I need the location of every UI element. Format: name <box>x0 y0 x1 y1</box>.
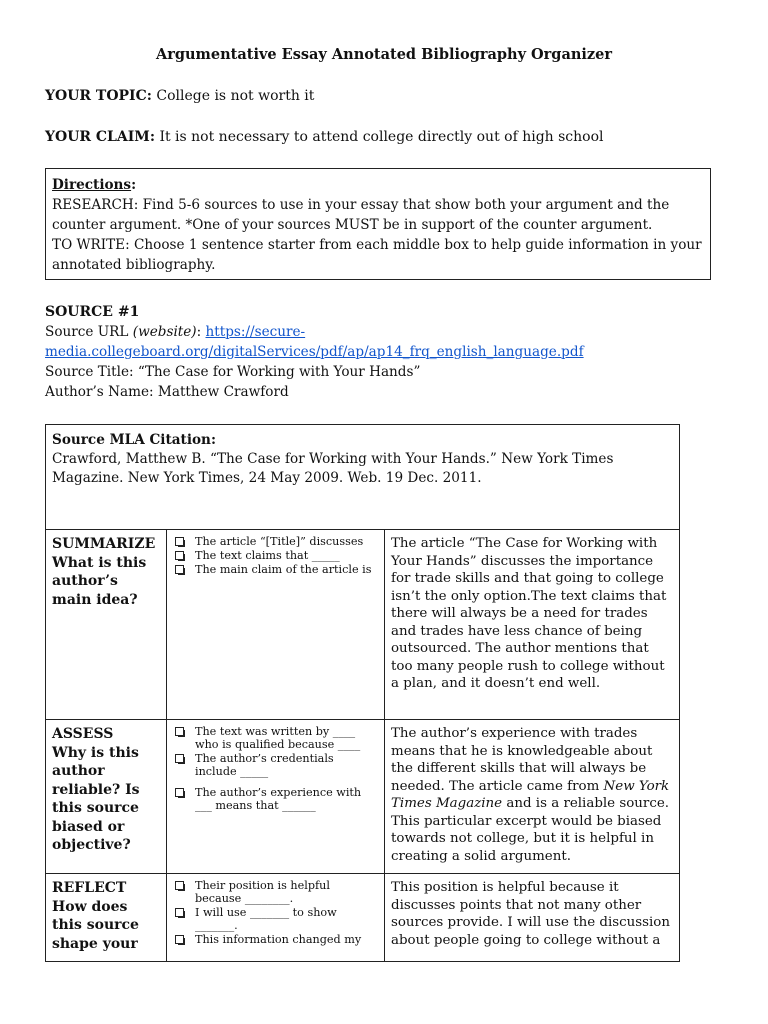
checkbox-icon <box>175 881 184 890</box>
source-url-link-part2[interactable]: media.collegeboard.org/digitalServices/pdf/ap/ap14_frq_english_language.pdf <box>45 344 584 360</box>
directions-heading: Directions <box>52 177 132 193</box>
reflect-label-cell <box>46 874 167 962</box>
summarize-label-cell <box>46 530 167 720</box>
citation-text: Crawford, Matthew B. “The Case for Working with Your Hands.” New York Times Magazine. New York Times, 24 May 2009. Web. 19 Dec. 2011. <box>52 451 614 486</box>
checkbox-icon <box>175 788 184 797</box>
assess-question: Why is this author reliable? Is this source biased or objective? <box>52 744 140 853</box>
assess-label: ASSESS <box>52 726 114 742</box>
checkbox-icon <box>175 935 184 944</box>
source-url-label-italic: (website) <box>132 324 197 340</box>
checkbox-icon <box>175 754 184 763</box>
citation-heading: Source MLA Citation <box>52 432 211 448</box>
summarize-label: SUMMARIZE <box>52 536 156 552</box>
table-row-summarize <box>46 530 680 720</box>
assess-starters-cell <box>167 720 385 874</box>
source-title: Source Title: “The Case for Working with Your Hands” <box>45 364 421 380</box>
reflect-response-cell: This position is helpful because it discusses points that not many other sources provide. I will use the discussion about people going to college without a <box>385 874 680 962</box>
table-row-reflect <box>46 874 680 962</box>
source-author: Author’s Name: Matthew Crawford <box>45 384 289 400</box>
source-url-label: Source URL <box>45 324 133 340</box>
citation-box: Source MLA Citation: Crawford, Matthew B. “The Case for Working with Your Hands.” New York Times Magazine. New York Times, 24 May 2009. Web. 19 Dec. 2011. <box>45 424 680 530</box>
source-url-line: Source URL (website): https://secure- <box>45 324 306 340</box>
directions-box: Directions: RESEARCH: Find 5-6 sources to use in your essay that show both your argument and the counter argument. *One of your sources MUST be in support of the counter argument. TO WRITE: Choose 1 sentence starter from each middle box to help guide information in your annotated bibliography. <box>45 168 711 280</box>
summarize-starters-cell <box>167 530 385 720</box>
checkbox-icon <box>175 537 184 546</box>
checkbox-icon <box>175 551 184 560</box>
list-item: The text was written by ____ who is qualified because ____ <box>173 725 378 751</box>
reflect-starters-cell <box>167 874 385 962</box>
source-url-link-part1[interactable]: https://secure- <box>205 324 306 340</box>
list-item: The text claims that _____ <box>173 549 378 562</box>
assess-response-cell: The author’s experience with trades means that he is knowledgeable about the different skills that will always be needed. The article came from New York Times Magazine and is a reliable source. This particular excerpt would be biased towards not college, but it is helpful in creating a solid argument. <box>385 720 680 874</box>
summarize-response-cell: The article “The Case for Working with Your Hands” discusses the importance for trade skills and that going to college isn’t the only option.The text claims that there will always be a need for trades and trades have less chance of being outsourced. The author mentions that too many people rush to college without a plan, and it doesn’t end well. <box>385 530 680 720</box>
directions-write: TO WRITE: Choose 1 sentence starter from each middle box to help guide information in your annotated bibliography. <box>52 237 702 273</box>
topic-label: YOUR TOPIC <box>45 88 147 104</box>
directions-research: RESEARCH: Find 5-6 sources to use in your essay that show both your argument and the counter argument. *One of your sources MUST be in support of the counter argument. <box>52 197 670 233</box>
assess-response-publication: New York Times Magazine <box>391 778 670 811</box>
list-item: The author’s credentials include _____ <box>173 752 378 778</box>
list-item: Their position is helpful because ________. <box>173 879 378 905</box>
summarize-question: What is this author’s main idea? <box>52 554 147 608</box>
claim-line: YOUR CLAIM: It is not necessary to attend college directly out of high school <box>45 129 604 145</box>
reflect-label: REFLECT <box>52 880 127 896</box>
table-row-assess <box>46 720 680 874</box>
list-item: The main claim of the article is <box>173 563 378 576</box>
list-item: The article “[Title]” discusses <box>173 535 378 548</box>
checkbox-icon <box>175 727 184 736</box>
claim-label: YOUR CLAIM <box>45 129 150 145</box>
list-item: I will use _______ to show _______. <box>173 906 378 932</box>
checkbox-icon <box>175 908 184 917</box>
reflect-question: How does this source shape your <box>52 898 139 952</box>
list-item: The author’s experience with ___ means that ______ <box>173 786 378 812</box>
bibliography-table <box>45 529 680 962</box>
source-url-line2 <box>45 342 584 362</box>
source-heading: SOURCE #1 <box>45 304 140 320</box>
assess-label-cell <box>46 720 167 874</box>
checkbox-icon <box>175 565 184 574</box>
topic-line: YOUR TOPIC: College is not worth it <box>45 88 315 104</box>
claim-value: It is not necessary to attend college directly out of high school <box>159 129 604 145</box>
topic-value: College is not worth it <box>156 88 315 104</box>
list-item: This information changed my <box>173 933 378 946</box>
page-title: Argumentative Essay Annotated Bibliography Organizer <box>155 46 612 63</box>
